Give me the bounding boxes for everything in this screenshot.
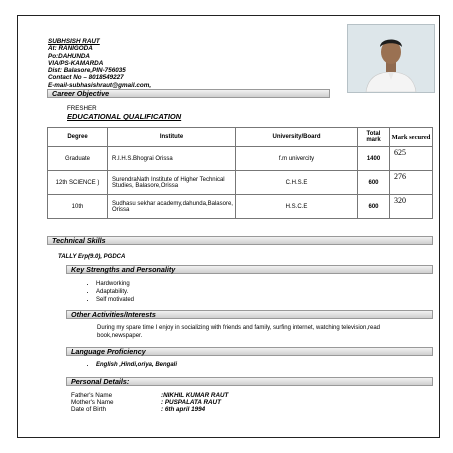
degree-cell: Graduate — [48, 147, 108, 171]
address-line: Po:DAHUNDA — [48, 52, 90, 60]
address-line: VIA/PS-KAMARDA — [48, 59, 104, 67]
total-mark-cell: 600 — [358, 195, 390, 219]
column-header: Total mark — [358, 128, 390, 147]
address-line: At: RANIGODA — [48, 45, 93, 53]
institute-cell: Sudhasu sekhar academy,dahunda,Balasore, Orissa — [108, 195, 236, 219]
address-line: Dist: Balasore,PIN-756035 — [48, 67, 126, 75]
column-header: University/Board — [236, 128, 358, 147]
personal-value: : 6th april 1994 — [161, 406, 206, 413]
personal-value: : PUSPALATA RAUT — [161, 399, 221, 406]
list-item: • English ,Hindi,oriya, Bengali — [96, 362, 177, 370]
personal-row — [71, 406, 206, 414]
secured-mark-cell: 625 — [390, 147, 433, 171]
section-other-activities: Other Activities/Interests — [66, 310, 433, 319]
column-header: Mark secured — [390, 128, 433, 147]
section-career-objective: Career Objective — [47, 89, 330, 98]
personal-label: Mother's Name — [71, 399, 114, 406]
technical-skills-text: TALLY Erp(9.0), PGDCA — [58, 254, 126, 260]
email-address: E-mail-subhasishraut@gmail.com, — [48, 81, 152, 89]
university-cell: H.S.C.E — [236, 195, 358, 219]
list-item: • Hardworking — [96, 281, 134, 289]
university-cell: f.m univercity — [236, 147, 358, 171]
secured-mark-cell: 320 — [390, 195, 433, 219]
column-header: Institute — [108, 128, 236, 147]
personal-label: Father's Name — [71, 392, 113, 399]
institute-cell: SurendraNath Institute of Higher Technical Studies, Balasore,Orissa — [108, 171, 236, 195]
language-list — [84, 362, 177, 370]
table-row — [48, 171, 433, 195]
personal-label: Date of Birth — [71, 406, 106, 413]
section-language-proficiency: Language Proficiency — [66, 347, 433, 356]
profile-photo — [347, 24, 435, 93]
education-table — [47, 127, 433, 219]
contact-number: Contact No – 8018549227 — [48, 74, 124, 82]
secured-mark-cell: 276 — [390, 171, 433, 195]
table-row — [48, 147, 433, 171]
table-row — [48, 195, 433, 219]
university-cell: C.H.S.E — [236, 171, 358, 195]
degree-cell: 10th — [48, 195, 108, 219]
section-technical-skills: Technical Skills — [47, 236, 433, 245]
personal-value: :NIKHIL KUMAR RAUT — [161, 392, 229, 399]
section-key-strengths: Key Strengths and Personality — [66, 265, 433, 274]
list-item: • Adaptability. — [96, 289, 134, 297]
total-mark-cell: 1400 — [358, 147, 390, 171]
table-header-row — [48, 128, 433, 147]
education-title: EDUCATIONAL QUALIFICATION — [67, 112, 182, 121]
total-mark-cell: 600 — [358, 171, 390, 195]
activities-text: During my spare time I enjoy in socializing with friends and family, surfing internet, watching television,read book,newspaper. — [97, 325, 381, 339]
institute-cell: R.I.H.S.Bhograi Orissa — [108, 147, 236, 171]
applicant-name: SUBHSISH RAUT — [48, 38, 100, 45]
strengths-list — [84, 281, 134, 304]
career-objective-text: FRESHER — [67, 105, 97, 112]
degree-cell: 12th SCIENCE ) — [48, 171, 108, 195]
column-header: Degree — [48, 128, 108, 147]
section-personal-details: Personal Details: — [66, 377, 433, 386]
list-item: • Self motivated — [96, 297, 134, 305]
contact-header — [48, 38, 268, 89]
